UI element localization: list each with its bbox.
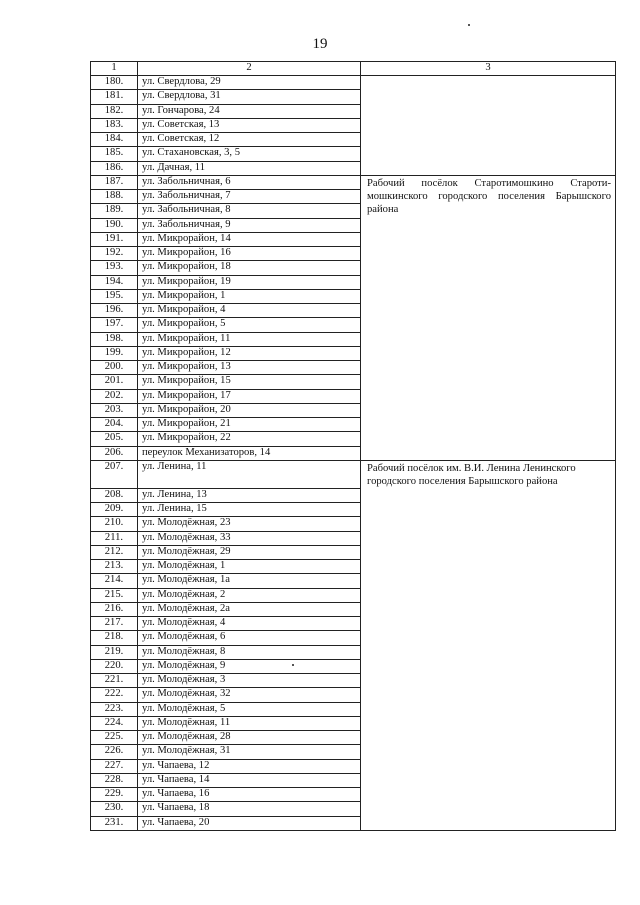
address-cell: ул. Молодёжная, 1 xyxy=(138,560,361,574)
row-number: 231. xyxy=(91,816,138,830)
row-number: 230. xyxy=(91,802,138,816)
address-cell: ул. Ленина, 11 xyxy=(138,460,361,488)
column-header-location: 3 xyxy=(361,62,616,76)
address-cell: ул. Микрорайон, 12 xyxy=(138,346,361,360)
row-number: 201. xyxy=(91,375,138,389)
row-number: 181. xyxy=(91,90,138,104)
row-number: 195. xyxy=(91,289,138,303)
row-number: 190. xyxy=(91,218,138,232)
address-cell: ул. Забольничная, 7 xyxy=(138,190,361,204)
table-row xyxy=(91,460,616,488)
row-number: 220. xyxy=(91,659,138,673)
address-cell: переулок Механизаторов, 14 xyxy=(138,446,361,460)
row-number: 186. xyxy=(91,161,138,175)
address-cell: ул. Молодёжная, 6 xyxy=(138,631,361,645)
row-number: 216. xyxy=(91,602,138,616)
row-number: 193. xyxy=(91,261,138,275)
address-cell: ул. Микрорайон, 4 xyxy=(138,304,361,318)
row-number: 213. xyxy=(91,560,138,574)
row-number: 189. xyxy=(91,204,138,218)
address-cell: ул. Микрорайон, 14 xyxy=(138,232,361,246)
address-cell: ул. Молодёжная, 8 xyxy=(138,645,361,659)
row-number: 182. xyxy=(91,104,138,118)
address-cell: ул. Чапаева, 14 xyxy=(138,773,361,787)
address-cell: ул. Дачная, 11 xyxy=(138,161,361,175)
address-cell: ул. Чапаева, 12 xyxy=(138,759,361,773)
address-cell: ул. Микрорайон, 21 xyxy=(138,418,361,432)
address-cell: ул. Микрорайон, 19 xyxy=(138,275,361,289)
row-number: 224. xyxy=(91,716,138,730)
address-cell: ул. Забольничная, 9 xyxy=(138,218,361,232)
row-number: 206. xyxy=(91,446,138,460)
location-cell xyxy=(361,76,616,176)
location-cell: Рабочий посёлок им. В.И. Ленина Ленинского городского поселения Барышского района xyxy=(361,460,616,830)
row-number: 217. xyxy=(91,617,138,631)
row-number: 198. xyxy=(91,332,138,346)
address-cell: ул. Молодёжная, 1а xyxy=(138,574,361,588)
scan-speck xyxy=(468,24,470,26)
address-cell: ул. Молодёжная, 5 xyxy=(138,702,361,716)
scan-speck xyxy=(292,664,294,666)
row-number: 199. xyxy=(91,346,138,360)
address-cell: ул. Молодёжная, 33 xyxy=(138,531,361,545)
address-cell: ул. Микрорайон, 11 xyxy=(138,332,361,346)
address-cell: ул. Гончарова, 24 xyxy=(138,104,361,118)
table-row xyxy=(91,175,616,189)
address-cell: ул. Забольничная, 6 xyxy=(138,175,361,189)
header-row xyxy=(91,62,616,76)
address-cell: ул. Молодёжная, 31 xyxy=(138,745,361,759)
address-cell: ул. Стахановская, 3, 5 xyxy=(138,147,361,161)
address-cell: ул. Чапаева, 18 xyxy=(138,802,361,816)
row-number: 188. xyxy=(91,190,138,204)
row-number: 211. xyxy=(91,531,138,545)
table-row xyxy=(91,76,616,90)
address-cell: ул. Микрорайон, 20 xyxy=(138,403,361,417)
address-cell: ул. Молодёжная, 9 xyxy=(138,659,361,673)
location-cell: Рабочий посёлок Старотимошкино Староти-мошкинского городского поселения Барышского района xyxy=(361,175,616,460)
row-number: 210. xyxy=(91,517,138,531)
row-number: 229. xyxy=(91,788,138,802)
address-cell: ул. Молодёжная, 2а xyxy=(138,602,361,616)
row-number: 214. xyxy=(91,574,138,588)
address-cell: ул. Молодёжная, 11 xyxy=(138,716,361,730)
address-cell: ул. Микрорайон, 1 xyxy=(138,289,361,303)
row-number: 183. xyxy=(91,118,138,132)
row-number: 194. xyxy=(91,275,138,289)
address-cell: ул. Микрорайон, 18 xyxy=(138,261,361,275)
address-cell: ул. Микрорайон, 13 xyxy=(138,361,361,375)
row-number: 227. xyxy=(91,759,138,773)
row-number: 207. xyxy=(91,460,138,488)
address-cell: ул. Молодёжная, 32 xyxy=(138,688,361,702)
row-number: 197. xyxy=(91,318,138,332)
address-cell: ул. Микрорайон, 16 xyxy=(138,247,361,261)
address-cell: ул. Микрорайон, 22 xyxy=(138,432,361,446)
row-number: 223. xyxy=(91,702,138,716)
row-number: 215. xyxy=(91,588,138,602)
page-number: 19 xyxy=(312,36,328,52)
row-number: 225. xyxy=(91,731,138,745)
address-cell: ул. Ленина, 13 xyxy=(138,488,361,502)
address-cell: ул. Ленина, 15 xyxy=(138,503,361,517)
address-cell: ул. Молодёжная, 3 xyxy=(138,674,361,688)
row-number: 218. xyxy=(91,631,138,645)
row-number: 222. xyxy=(91,688,138,702)
address-cell: ул. Чапаева, 16 xyxy=(138,788,361,802)
row-number: 212. xyxy=(91,545,138,559)
row-number: 228. xyxy=(91,773,138,787)
row-number: 209. xyxy=(91,503,138,517)
address-cell: ул. Чапаева, 20 xyxy=(138,816,361,830)
row-number: 219. xyxy=(91,645,138,659)
address-cell: ул. Микрорайон, 5 xyxy=(138,318,361,332)
row-number: 208. xyxy=(91,488,138,502)
address-cell: ул. Молодёжная, 2 xyxy=(138,588,361,602)
row-number: 202. xyxy=(91,389,138,403)
address-cell: ул. Микрорайон, 17 xyxy=(138,389,361,403)
address-table xyxy=(90,61,616,831)
column-header-number: 1 xyxy=(91,62,138,76)
address-cell: ул. Забольничная, 8 xyxy=(138,204,361,218)
row-number: 221. xyxy=(91,674,138,688)
address-cell: ул. Советская, 12 xyxy=(138,133,361,147)
row-number: 191. xyxy=(91,232,138,246)
row-number: 226. xyxy=(91,745,138,759)
address-cell: ул. Молодёжная, 29 xyxy=(138,545,361,559)
row-number: 180. xyxy=(91,76,138,90)
address-cell: ул. Свердлова, 29 xyxy=(138,76,361,90)
row-number: 203. xyxy=(91,403,138,417)
row-number: 205. xyxy=(91,432,138,446)
row-number: 204. xyxy=(91,418,138,432)
row-number: 185. xyxy=(91,147,138,161)
address-cell: ул. Молодёжная, 4 xyxy=(138,617,361,631)
row-number: 184. xyxy=(91,133,138,147)
row-number: 187. xyxy=(91,175,138,189)
address-cell: ул. Молодёжная, 28 xyxy=(138,731,361,745)
row-number: 200. xyxy=(91,361,138,375)
address-cell: ул. Микрорайон, 15 xyxy=(138,375,361,389)
row-number: 196. xyxy=(91,304,138,318)
address-cell: ул. Молодёжная, 23 xyxy=(138,517,361,531)
row-number: 192. xyxy=(91,247,138,261)
address-cell: ул. Свердлова, 31 xyxy=(138,90,361,104)
address-cell: ул. Советская, 13 xyxy=(138,118,361,132)
column-header-address: 2 xyxy=(138,62,361,76)
